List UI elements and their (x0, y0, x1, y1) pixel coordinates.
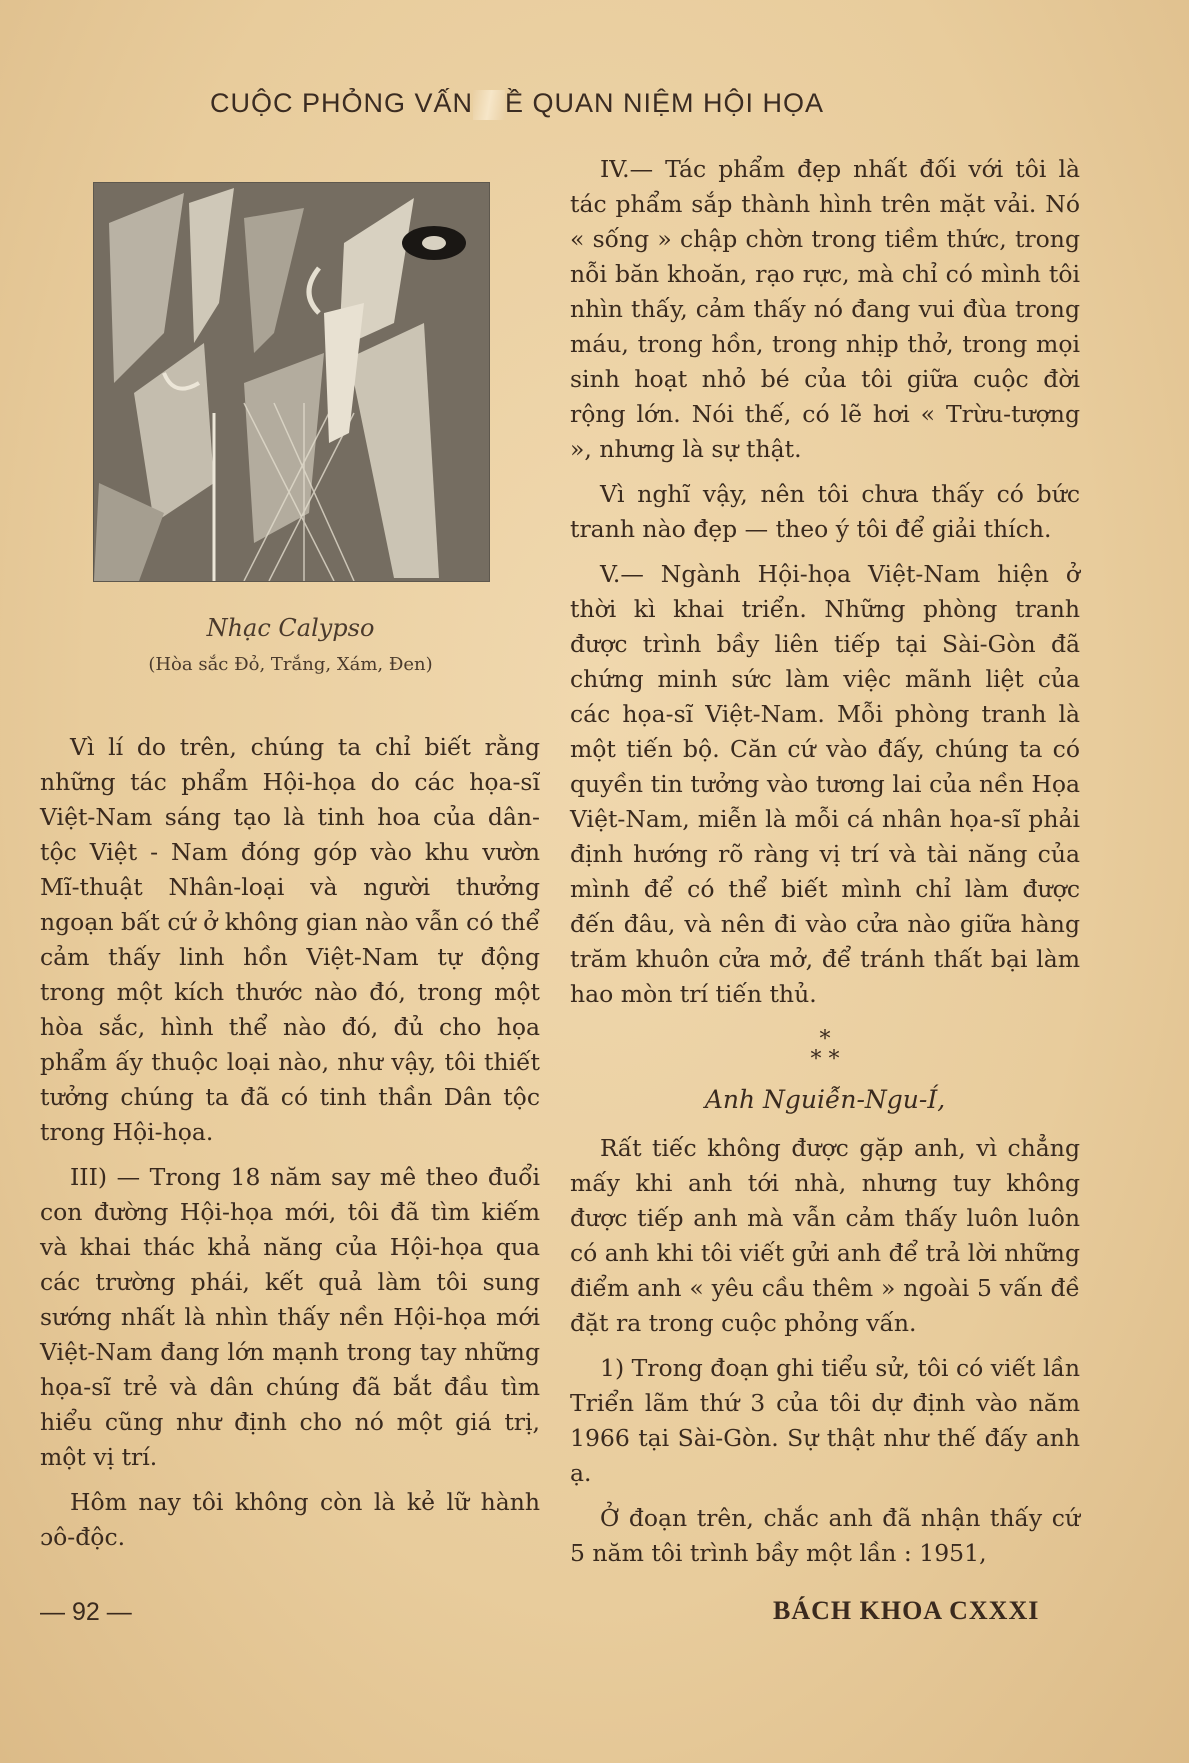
section-separator (570, 1027, 1080, 1072)
paragraph: Ở đoạn trên, chắc anh đã nhận thấy cứ 5 năm tôi trình bầy một lần : 1951, (570, 1504, 1080, 1567)
figure-caption-subtitle: (Hòa sắc Đỏ, Trắng, Xám, Đen) (148, 654, 433, 675)
left-column (40, 730, 540, 1565)
paragraph: Vì nghĩ vậy, nên tôi chưa thấy có bức tranh nào đẹp — theo ý tôi để giải thích. (570, 480, 1080, 543)
paragraph: III) — Trong 18 năm say mê theo đuổi con đường Hội-họa mới, tôi đã tìm kiếm và khai thác khả năng của Hội-họa qua các trường phái, kết quả làm tôi sung sướng nhất là nhìn thấy nền Hội-họa mới Việt-Nam đang lớn mạnh trong tay những họa-sĩ trẻ và dân chúng đã bắt đầu tìm hiểu cũng như định cho nó một giá trị, một vị trí. (40, 1163, 540, 1471)
separator-star-top: * (819, 1027, 831, 1052)
right-column (570, 152, 1080, 1581)
abstract-painting-illustration (94, 183, 489, 581)
artwork-image (93, 182, 490, 582)
letter-salutation: Anh Nguiễn-Ngu-Í, (704, 1085, 946, 1114)
page-number: — 92 — (40, 1598, 132, 1626)
header-title-part2: Ề QUAN NIỆM HỘI HỌA (505, 88, 825, 118)
paragraph: Rất tiếc không được gặp anh, vì chẳng mấy khi anh tới nhà, nhưng tuy không được tiếp anh mà vẫn cảm thấy luôn luôn có anh khi tôi viết gửi anh để trả lời những điểm anh « yêu cầu thêm » ngoài 5 vấn đề đặt ra trong cuộc phỏng vấn. (570, 1134, 1080, 1337)
paper-tear (473, 90, 505, 120)
page-header (210, 88, 980, 120)
paragraph: Hôm nay tôi không còn là kẻ lữ hành ɔô-độc. (40, 1488, 540, 1551)
paragraph: IV.— Tác phẩm đẹp nhất đối với tôi là tác phẩm sắp thành hình trên mặt vải. Nó « sống » chập chờn trong tiềm thức, trong nỗi băn khoăn, rạo rực, mà chỉ có mình tôi nhìn thấy, cảm thấy nó đang vui đùa trong máu, trong hồn, trong nhịp thở, trong mọi sinh hoạt nhỏ bé của tôi giữa cuộc đời rộng lớn. Nói thế, có lẽ hơi « Trừu-tượng », nhưng là sự thật. (570, 155, 1080, 463)
paragraph: 1) Trong đoạn ghi tiểu sử, tôi có viết lần Triển lãm thứ 3 của tôi dự định vào năm 1966 tại Sài-Gòn. Sự thật như thế đấy anh ạ. (570, 1354, 1080, 1487)
paragraph: Vì lí do trên, chúng ta chỉ biết rằng những tác phẩm Hội-họa do các họa-sĩ Việt-Nam sáng tạo là tinh hoa của dân-tộc Việt - Nam đóng góp vào khu vườn Mĩ-thuật Nhân-loại và người thưởng ngoạn bất cứ ở không gian nào vẫn có thể cảm thấy linh hồn Việt-Nam tự động trong một kích thước nào đó, trong một hòa sắc, hình thể nào đó, đủ cho họa phẩm ấy thuộc loại nào, như vậy, tôi thiết tưởng chúng ta đã có tinh thần Dân tộc trong Hội-họa. (40, 733, 540, 1146)
header-title-part1: CUỘC PHỎNG VẤN (210, 88, 474, 118)
paragraph: V.— Ngành Hội-họa Việt-Nam hiện ở thời kì khai triển. Những phòng tranh được trình bầy liên tiếp tại Sài-Gòn đã chứng minh sức làm việc mãnh liệt của các họa-sĩ Việt-Nam. Mỗi phòng tranh là một tiến bộ. Căn cứ vào đấy, chúng ta có quyền tin tưởng vào tương lai của nền Họa Việt-Nam, miễn là mỗi cá nhân họa-sĩ phải định hướng rõ ràng vị trí và tài năng của mình để có thể biết mình chỉ làm được đến đâu, và nên đi vào cửa nào giữa hàng trăm khuôn cửa mở, để tránh thất bại làm hao mòn trí tiến thủ. (570, 560, 1080, 1008)
figure-caption-title: Nhạc Calypso (206, 614, 375, 642)
publication-name: BÁCH KHOA CXXXI (773, 1596, 1040, 1625)
separator-stars-bottom: * * (810, 1047, 840, 1072)
